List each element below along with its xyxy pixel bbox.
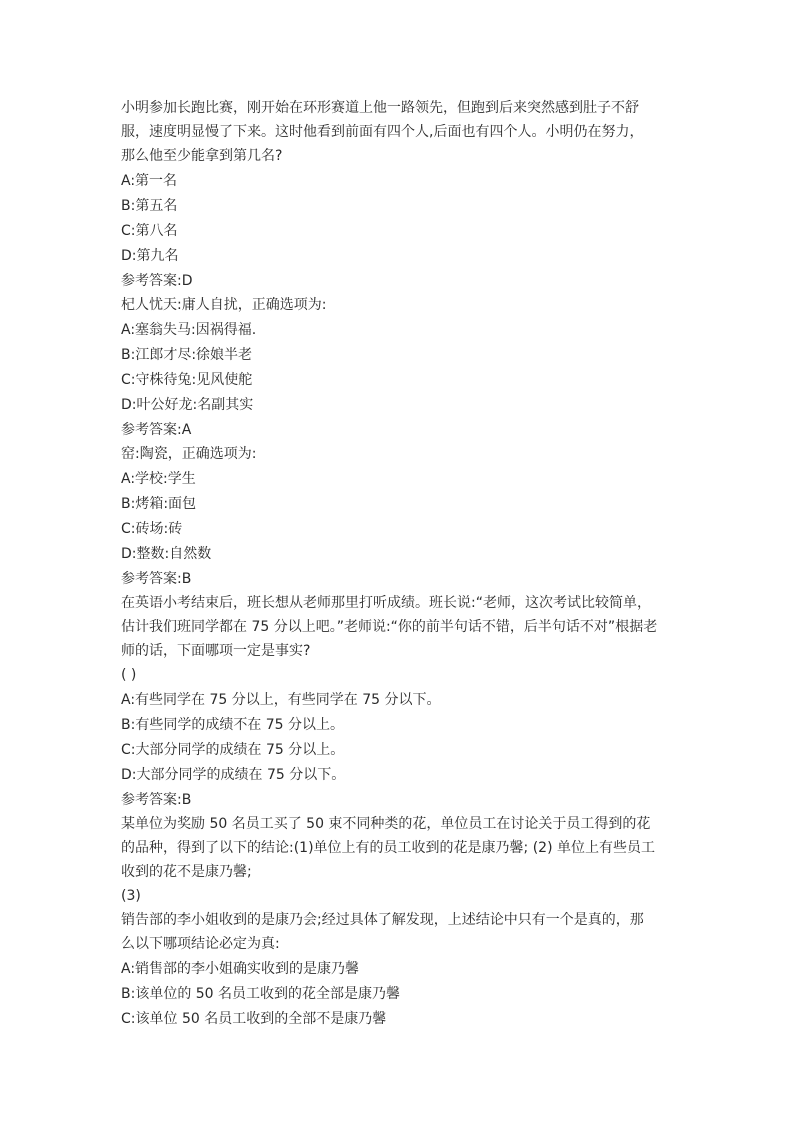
reference-answer: 参考答案:B (121, 571, 192, 587)
answer-option: D:叶公好龙:名副其实 (121, 397, 254, 413)
reference-answer: 参考答案:B (121, 792, 192, 808)
question-stem-line: 某单位为奖励 50 名员工买了 50 束不同种类的花，单位员工在讨论关于员工得到的花 (121, 816, 651, 832)
answer-option: B:第五名 (121, 198, 178, 214)
question-block (121, 442, 681, 591)
question-stem-line: 服，速度明显慢了下来。这时他看到前面有四个人,后面也有四个人。小明仍在努力， (121, 124, 644, 140)
reference-answer: 参考答案:D (121, 273, 193, 289)
question-stem-line: 的品种，得到了以下的结论:(1)单位上有的员工收到的花是康乃馨; (2) 单位上有些员工 (121, 840, 655, 856)
question-stem-line: 么以下哪项结论必定为真: (121, 936, 280, 952)
question-stem-line: 在英语小考结束后，班长想从老师那里打听成绩。班长说:“老师，这次考试比较简单， (121, 595, 651, 611)
question-stem-line: (3) (121, 888, 141, 904)
question-stem-line: 杞人忧天:庸人自扰，正确选项为: (121, 297, 327, 313)
answer-option: B:烤箱:面包 (121, 496, 197, 512)
question-block (121, 96, 681, 293)
answer-option: A:第一名 (121, 173, 178, 189)
answer-option: D:大部分同学的成绩在 75 分以下。 (121, 767, 346, 783)
answer-option: B:江郎才尽:徐娘半老 (121, 347, 253, 363)
question-stem-line: 那么他至少能拿到第几名? (121, 148, 283, 164)
question-stem-line: 窑:陶瓷，正确选项为: (121, 446, 257, 462)
answer-option: A:销售部的李小姐确实收到的是康乃馨 (121, 961, 360, 977)
question-block (121, 812, 681, 1031)
question-stem-line: 估计我们班同学都在 75 分以上吧。”老师说:“你的前半句话不错，后半句话不对”根据老 (121, 619, 658, 635)
document-page (121, 96, 681, 1031)
answer-option: B:该单位的 50 名员工收到的花全部是康乃馨 (121, 986, 401, 1002)
question-block (121, 591, 681, 812)
answer-option: A:有些同学在 75 分以上，有些同学在 75 分以下。 (121, 692, 441, 708)
answer-option: A:学校:学生 (121, 471, 196, 487)
answer-option: D:第九名 (121, 248, 179, 264)
answer-option: C:该单位 50 名员工收到的全部不是康乃馨 (121, 1011, 387, 1027)
answer-option: B:有些同学的成绩不在 75 分以上。 (121, 717, 345, 733)
answer-option: C:守株待兔:见风使舵 (121, 372, 253, 388)
question-block (121, 293, 681, 442)
question-list (121, 96, 681, 1031)
question-stem-line: ( ) (121, 667, 137, 683)
question-stem-line: 师的话，下面哪项一定是事实? (121, 643, 311, 659)
reference-answer: 参考答案:A (121, 422, 192, 438)
question-stem-line: 销告部的李小姐收到的是康乃会;经过具体了解发现，上述结论中只有一个是真的，那 (121, 912, 644, 928)
question-stem-line: 收到的花不是康乃馨; (121, 864, 252, 880)
answer-option: C:砖场:砖 (121, 521, 183, 537)
question-stem-line: 小明参加长跑比赛，刚开始在环形赛道上他一路领先，但跑到后来突然感到肚子不舒 (121, 100, 639, 116)
answer-option: D:整数:自然数 (121, 546, 212, 562)
answer-option: C:大部分同学的成绩在 75 分以上。 (121, 742, 345, 758)
answer-option: A:塞翁失马:因祸得福. (121, 322, 257, 338)
answer-option: C:第八名 (121, 223, 178, 239)
